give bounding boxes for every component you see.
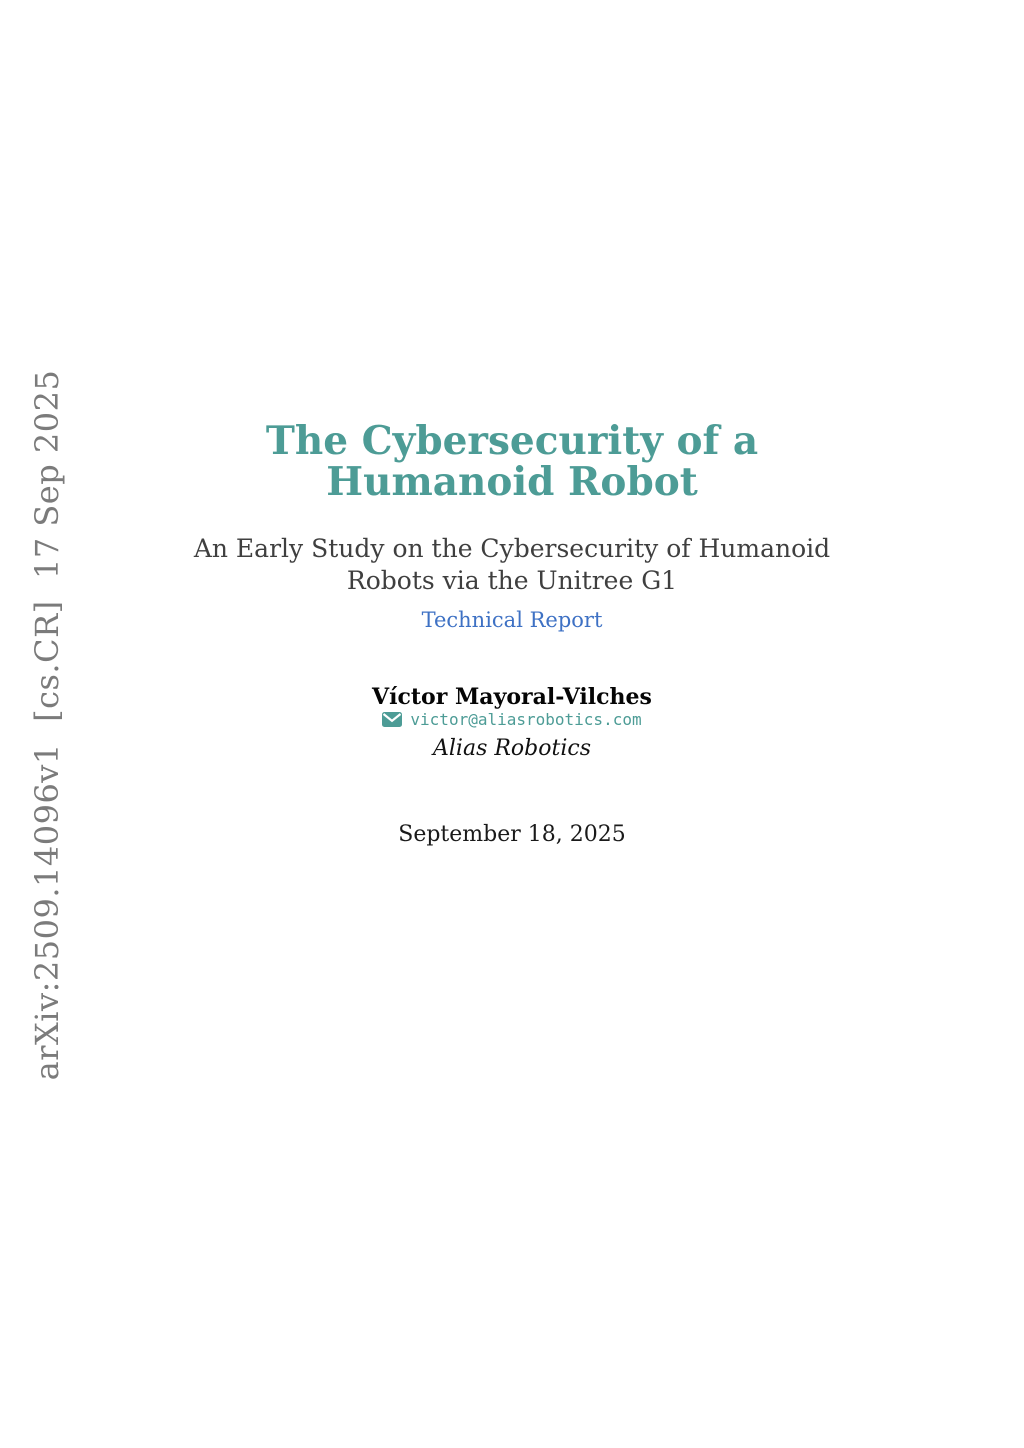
envelope-icon	[382, 712, 402, 727]
report-type	[0, 608, 1024, 632]
author-email-link[interactable]: victor@aliasrobotics.com	[410, 710, 642, 729]
paper-subtitle	[0, 533, 1024, 597]
paper-title-line2: Humanoid Robot	[326, 459, 698, 505]
publication-date: September 18, 2025	[398, 822, 626, 847]
report-type-link[interactable]: Technical Report	[421, 608, 603, 632]
paper-title-line1: The Cybersecurity of a	[265, 418, 759, 464]
paper-subtitle-line1: An Early Study on the Cybersecurity of Humanoid	[193, 534, 831, 563]
paper-subtitle-line2: Robots via the Unitree G1	[346, 566, 678, 595]
paper-title	[0, 418, 1024, 505]
author-affiliation: Alias Robotics	[433, 736, 591, 761]
author-email-row	[0, 710, 1024, 729]
author-name: Víctor Mayoral-Vilches	[372, 684, 652, 710]
arxiv-watermark: arXiv:2509.14096v1 [cs.CR] 17 Sep 2025	[28, 369, 66, 1081]
